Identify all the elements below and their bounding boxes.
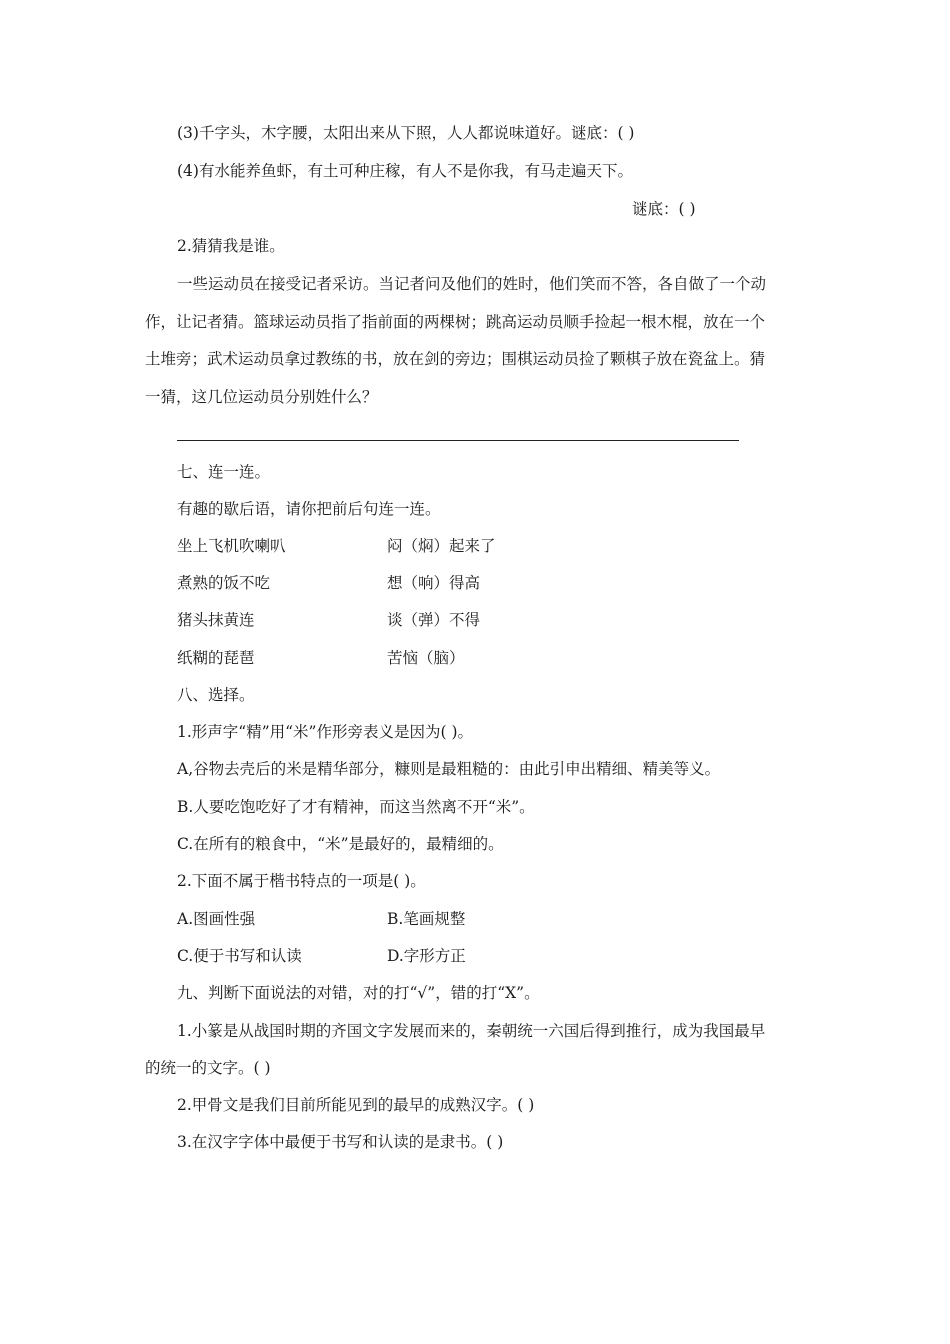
guess-paragraph-line: 作，让记者猜。篮球运动员指了指前面的两棵树；跳高运动员顺手捡起一根木棍，放在一个	[145, 313, 766, 331]
option-b[interactable]: B.笔画规整	[387, 910, 466, 928]
option-c[interactable]: C.便于书写和认读	[177, 947, 302, 965]
option-b[interactable]: B.人要吃饱吃好了才有精神，而这当然离不开“米”。	[177, 798, 535, 816]
match-right[interactable]: 苦恼（脑）	[387, 649, 465, 667]
guess-heading: 2.猜猜我是谁。	[177, 237, 285, 255]
riddle-3: (3)千字头，木字腰，太阳出来从下照，人人都说味道好。谜底：( )	[177, 124, 635, 142]
riddle-4-answer: 谜底：( )	[632, 200, 696, 218]
match-left[interactable]: 猪头抹黄连	[177, 611, 255, 629]
section8-heading: 八、选择。	[177, 686, 255, 704]
statement-3: 3.在汉字字体中最便于书写和认读的是隶书。( )	[177, 1133, 504, 1151]
guess-paragraph-line: 土堆旁；武术运动员拿过教练的书，放在剑的旁边；围棋运动员捡了颗棋子放在瓷盆上。猜	[145, 350, 766, 368]
option-d[interactable]: D.字形方正	[387, 947, 466, 965]
section9-heading: 九、判断下面说法的对错，对的打“√”，错的打“X”。	[177, 984, 540, 1002]
question-1: 1.形声字“精”用“米”作形旁表义是因为( )。	[177, 723, 474, 741]
section7-heading: 七、连一连。	[177, 463, 271, 481]
statement-1: 1.小篆是从战国时期的齐国文字发展而来的，秦朝统一六国后得到推行，成为我国最早	[177, 1022, 766, 1040]
guess-paragraph-line: 一猜，这几位运动员分别姓什么？	[145, 388, 378, 406]
match-left[interactable]: 煮熟的饭不吃	[177, 574, 271, 592]
option-c[interactable]: C.在所有的粮食中，“米”是最好的，最精细的。	[177, 835, 504, 853]
match-right[interactable]: 谈（弹）不得	[387, 611, 481, 629]
match-left[interactable]: 纸糊的琵琶	[177, 649, 255, 667]
guess-paragraph-line: 一些运动员在接受记者采访。当记者问及他们的姓时，他们笑而不答，各自做了一个动	[177, 275, 767, 293]
option-a[interactable]: A,谷物去壳后的米是精华部分，糠则是最粗糙的：由此引申出精细、精美等义。	[177, 760, 721, 778]
section7-intro: 有趣的歇后语，请你把前后句连一连。	[177, 500, 441, 518]
option-a[interactable]: A.图画性强	[177, 910, 256, 928]
statement-1-cont: 的统一的文字。( )	[145, 1059, 271, 1077]
answer-line[interactable]	[177, 440, 739, 441]
statement-2: 2.甲骨文是我们目前所能见到的最早的成熟汉字。( )	[177, 1096, 535, 1114]
question-2: 2.下面不属于楷书特点的一项是( )。	[177, 872, 426, 890]
match-left[interactable]: 坐上飞机吹喇叭	[177, 537, 286, 555]
match-right[interactable]: 闷（焖）起来了	[387, 537, 496, 555]
riddle-4: (4)有水能养鱼虾，有土可种庄稼，有人不是你我，有马走遍天下。	[177, 162, 633, 180]
match-right[interactable]: 想（响）得高	[387, 574, 481, 592]
